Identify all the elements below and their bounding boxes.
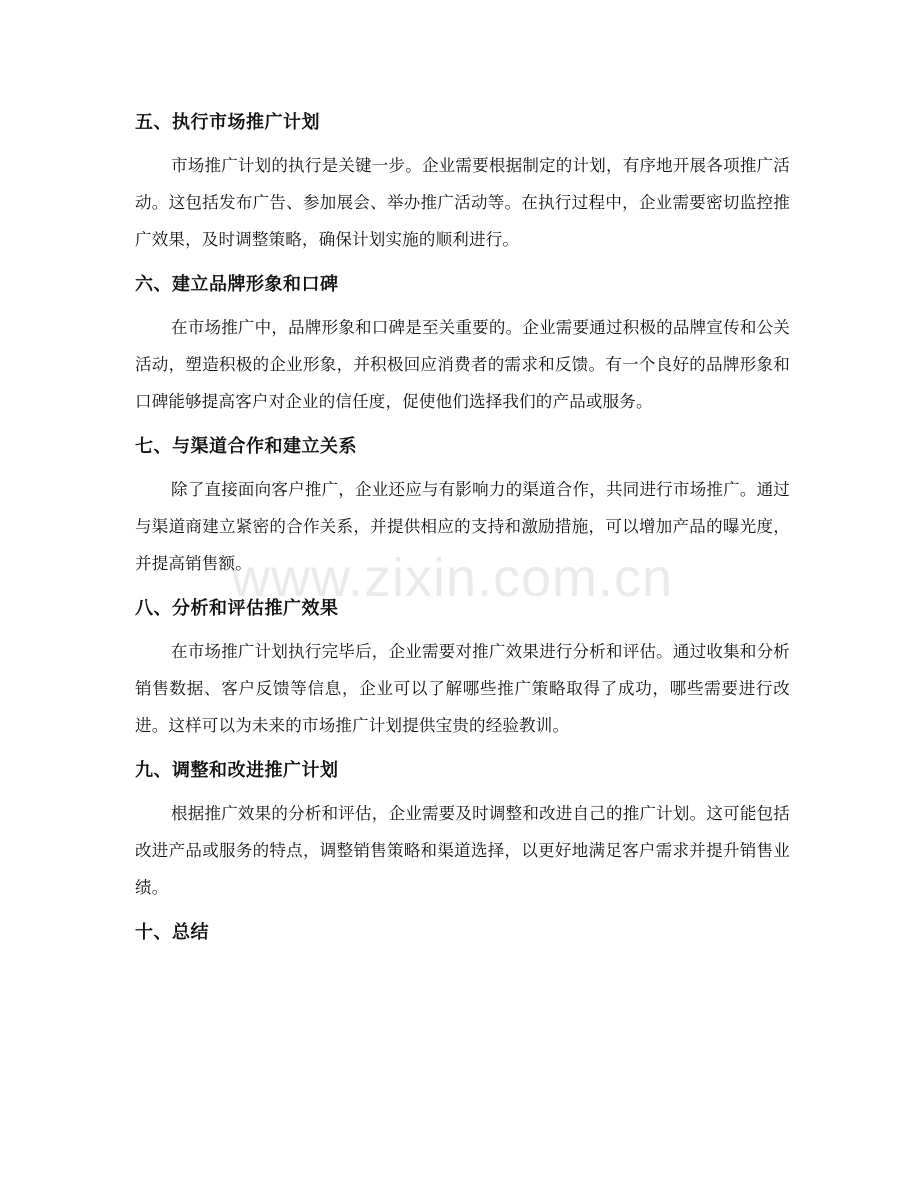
section-10 xyxy=(135,913,790,953)
section-6 xyxy=(135,265,790,420)
section-paragraph: 除了直接面向客户推广，企业还应与有影响力的渠道合作，共同进行市场推广。通过与渠道商建立紧密的合作关系，并提供相应的支持和激励措施，可以增加产品的曝光度，并提高销售额。 xyxy=(135,480,790,573)
watermark: www.zixin.com.cn xyxy=(230,548,674,608)
document-content xyxy=(135,103,790,953)
section-paragraph: 在市场推广计划执行完毕后，企业需要对推广效果进行分析和评估。通过收集和分析销售数据、客户反馈等信息，企业可以了解哪些推广策略取得了成功，哪些需要进行改进。这样可以为未来的市场推广计划提供宝贵的经验教训。 xyxy=(135,642,790,735)
section-paragraph: 根据推广效果的分析和评估，企业需要及时调整和改进自己的推广计划。这可能包括改进产品或服务的特点，调整销售策略和渠道选择，以更好地满足客户需求并提升销售业绩。 xyxy=(135,804,790,897)
section-7 xyxy=(135,427,790,582)
section-paragraph: 在市场推广中，品牌形象和口碑是至关重要的。企业需要通过积极的品牌宣传和公关活动，塑造积极的企业形象，并积极回应消费者的需求和反馈。有一个良好的品牌形象和口碑能够提高客户对企业的信任度，促使他们选择我们的产品或服务。 xyxy=(135,318,790,411)
section-heading: 九、调整和改进推广计划 xyxy=(135,760,339,781)
section-heading: 十、总结 xyxy=(135,922,209,943)
section-5 xyxy=(135,103,790,258)
section-paragraph: 市场推广计划的执行是关键一步。企业需要根据制定的计划，有序地开展各项推广活动。这包括发布广告、参加展会、举办推广活动等。在执行过程中，企业需要密切监控推广效果，及时调整策略，确保计划实施的顺利进行。 xyxy=(135,156,790,249)
section-heading: 五、执行市场推广计划 xyxy=(135,112,320,133)
section-heading: 六、建立品牌形象和口碑 xyxy=(135,274,339,295)
section-8 xyxy=(135,589,790,744)
section-heading: 七、与渠道合作和建立关系 xyxy=(135,436,357,457)
section-9 xyxy=(135,751,790,906)
section-heading: 八、分析和评估推广效果 xyxy=(135,598,339,619)
